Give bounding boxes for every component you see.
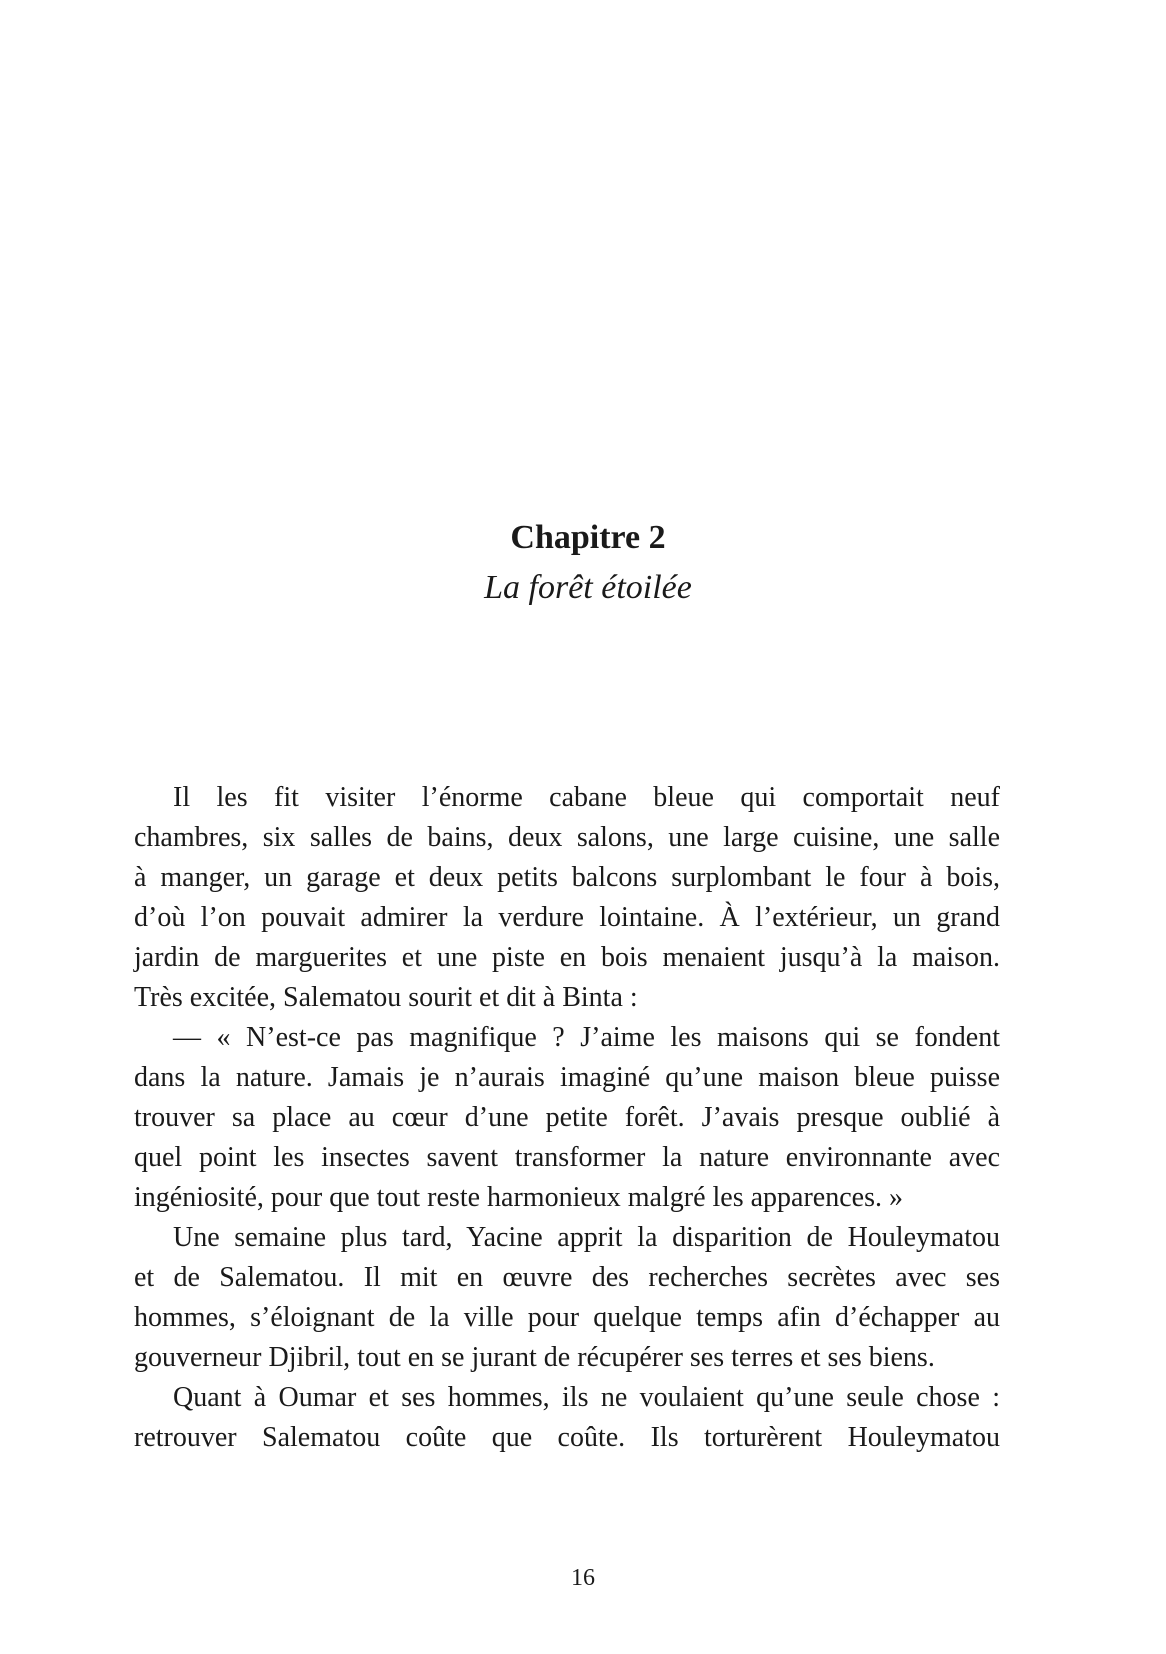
text-line: Il les fit visiter l’énorme cabane bleue qui comportait neuf [173,782,1000,813]
text-line: Quant à Oumar et ses hommes, ils ne voulaient qu’une seule chose : [173,1382,1000,1413]
text-line: gouverneur Djibril, tout en se jurant de récupérer ses terres et ses biens. [134,1342,935,1373]
chapter-heading [0,514,1166,612]
chapter-number: Chapitre 2 [510,519,666,556]
body-text [134,778,1000,1458]
text-line: retrouver Salematou coûte que coûte. Ils torturèrent Houleymatou [134,1422,1000,1453]
text-line: d’où l’on pouvait admirer la verdure lointaine. À l’extérieur, un grand [134,902,1000,933]
text-line: jardin de marguerites et une piste en bois menaient jusqu’à la maison. [134,942,1000,973]
chapter-title: La forêt étoilée [484,569,692,606]
text-line: Très excitée, Salematou sourit et dit à Binta : [134,982,638,1013]
text-line: et de Salematou. Il mit en œuvre des recherches secrètes avec ses [134,1262,1000,1293]
text-line: ingéniosité, pour que tout reste harmonieux malgré les apparences. » [134,1182,903,1213]
text-line: trouver sa place au cœur d’une petite forêt. J’avais presque oublié à [134,1102,1000,1133]
text-line: quel point les insectes savent transformer la nature environnante avec [134,1142,1000,1173]
text-line: chambres, six salles de bains, deux salons, une large cuisine, une salle [134,822,1000,853]
text-line: Une semaine plus tard, Yacine apprit la disparition de Houleymatou [173,1222,1000,1253]
text-line: à manger, un garage et deux petits balcons surplombant le four à bois, [134,862,1000,893]
text-line: — « N’est-ce pas magnifique ? J’aime les maisons qui se fondent [173,1022,1000,1053]
text-line: hommes, s’éloignant de la ville pour quelque temps afin d’échapper au [134,1302,1000,1333]
text-line: dans la nature. Jamais je n’aurais imaginé qu’une maison bleue puisse [134,1062,1000,1093]
page-number: 16 [571,1565,595,1591]
